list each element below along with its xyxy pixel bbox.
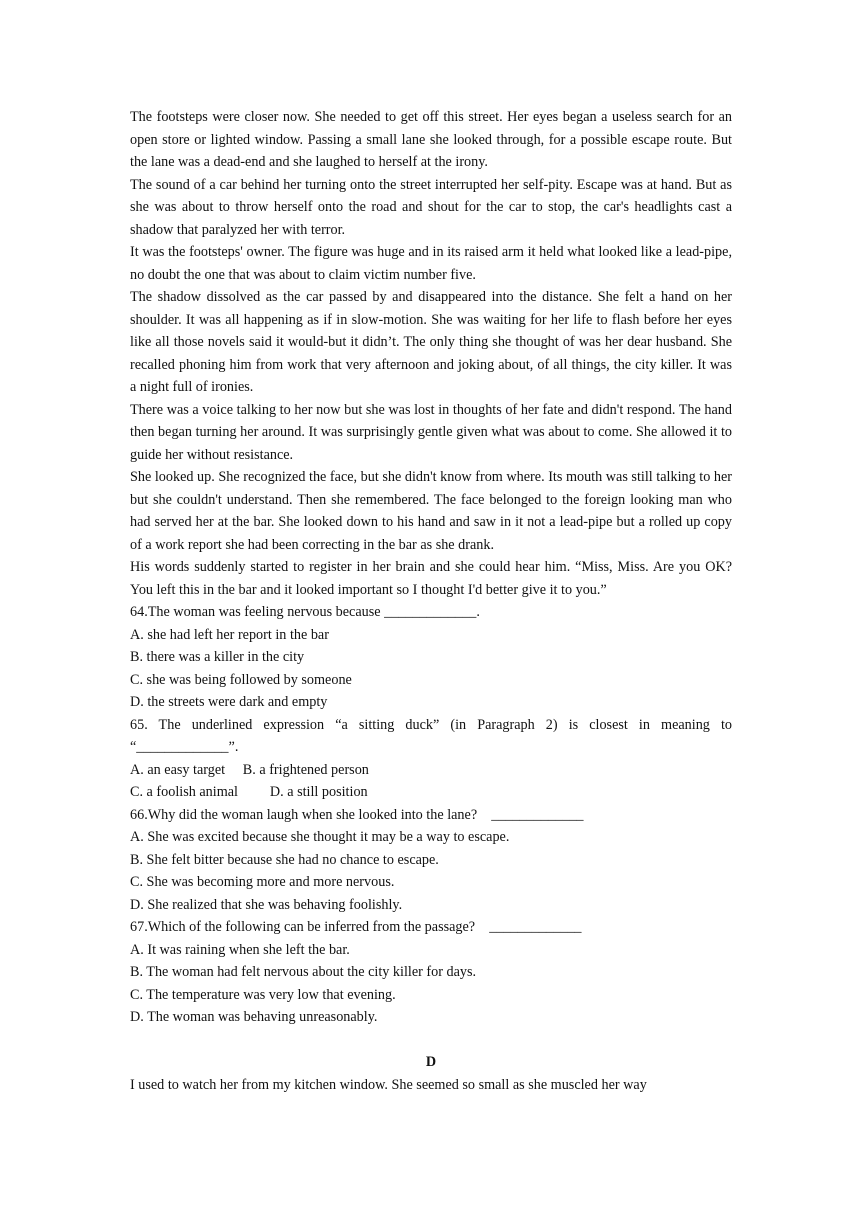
question-option: B. The woman had felt nervous about the city killer for days. bbox=[130, 964, 477, 980]
question-option: D. The woman was behaving unreasonably. bbox=[130, 1009, 378, 1025]
passage-paragraph-1: The footsteps were closer now. She needed to get off this street. Her eyes began a useless search for an open store or lighted window. Passing a small lane she looked through, for a possible escape route. But the lane was a dead-end and she laughed to herself at the irony. bbox=[130, 109, 732, 170]
question-67 bbox=[130, 916, 732, 1029]
question-option: B. She felt bitter because she had no chance to escape. bbox=[130, 851, 439, 868]
passage-paragraph-2: The sound of a car behind her turning onto the street interrupted her self-pity. Escape was at hand. But as she was about to throw herself onto the road and shout for the car to stop, the car's headlights cast a shadow that paralyzed her with terror. bbox=[130, 176, 732, 238]
document-page bbox=[130, 106, 732, 1096]
passage-paragraph-6: She looked up. She recognized the face, but she didn't know from where. Its mouth was still talking to her but she couldn't understand. Then she remembered. The face belonged to the foreign looking man who had served her at the bar. She looked down to his hand and saw in it not a lead-pipe but a rolled up copy of a work report she had been correcting in the bar as she drank. bbox=[130, 469, 732, 553]
question-option: A. She was excited because she thought it may be a way to escape. bbox=[130, 829, 510, 845]
question-option: A. an easy target B. a frightened person bbox=[130, 761, 369, 778]
section-d-heading: D bbox=[425, 1054, 437, 1070]
question-option: C. a foolish animal D. a still position bbox=[130, 784, 368, 800]
question-option: D. the streets were dark and empty bbox=[130, 694, 328, 710]
question-option: D. She realized that she was behaving foolishly. bbox=[130, 896, 403, 913]
question-stem: 65. The underlined expression “a sitting duck” (in Paragraph 2) is closest in meaning to “_____________”. bbox=[130, 716, 732, 755]
passage-paragraph-5: There was a voice talking to her now but she was lost in thoughts of her fate and didn't respond. The hand then began turning her around. It was surprisingly gentle given what was about to come. She allowed it to guide her without resistance. bbox=[130, 401, 732, 463]
question-option: C. She was becoming more and more nervous. bbox=[130, 874, 395, 890]
question-option: B. there was a killer in the city bbox=[130, 649, 305, 665]
question-option: A. It was raining when she left the bar. bbox=[130, 941, 350, 958]
section-d-opening: I used to watch her from my kitchen window. She seemed so small as she muscled her way bbox=[130, 1076, 647, 1093]
passage-paragraph-3: It was the footsteps' owner. The figure was huge and in its raised arm it held what looked like a lead-pipe, no doubt the one that was about to claim victim number five. bbox=[130, 244, 732, 283]
passage-paragraph-4: The shadow dissolved as the car passed by and disappeared into the distance. She felt a hand on her shoulder. It was all happening as if in slow-motion. She was waiting for her life to flash before her eyes like all those novels said it would-but it didn’t. The only thing she thought of was her dear husband. She recalled phoning him from work that very afternoon and joking about, of all things, the city killer. It was a night full of ironies. bbox=[130, 289, 732, 395]
question-stem: 67.Which of the following can be inferred from the passage? _____________ bbox=[130, 919, 582, 935]
question-option: C. she was being followed by someone bbox=[130, 671, 352, 688]
question-stem: 64.The woman was feeling nervous because _____________. bbox=[130, 604, 480, 620]
question-64 bbox=[130, 601, 732, 714]
question-stem: 66.Why did the woman laugh when she looked into the lane? _____________ bbox=[130, 806, 584, 823]
section-spacer bbox=[130, 1029, 732, 1052]
question-option: A. she had left her report in the bar bbox=[130, 626, 329, 643]
passage-paragraph-7: His words suddenly started to register in her brain and she could hear him. “Miss, Miss. Are you OK? You left this in the bar and it looked important so I thought I'd better give it to you.” bbox=[130, 559, 732, 598]
question-option: C. The temperature was very low that evening. bbox=[130, 986, 396, 1003]
question-66 bbox=[130, 804, 732, 917]
question-65 bbox=[130, 714, 732, 804]
